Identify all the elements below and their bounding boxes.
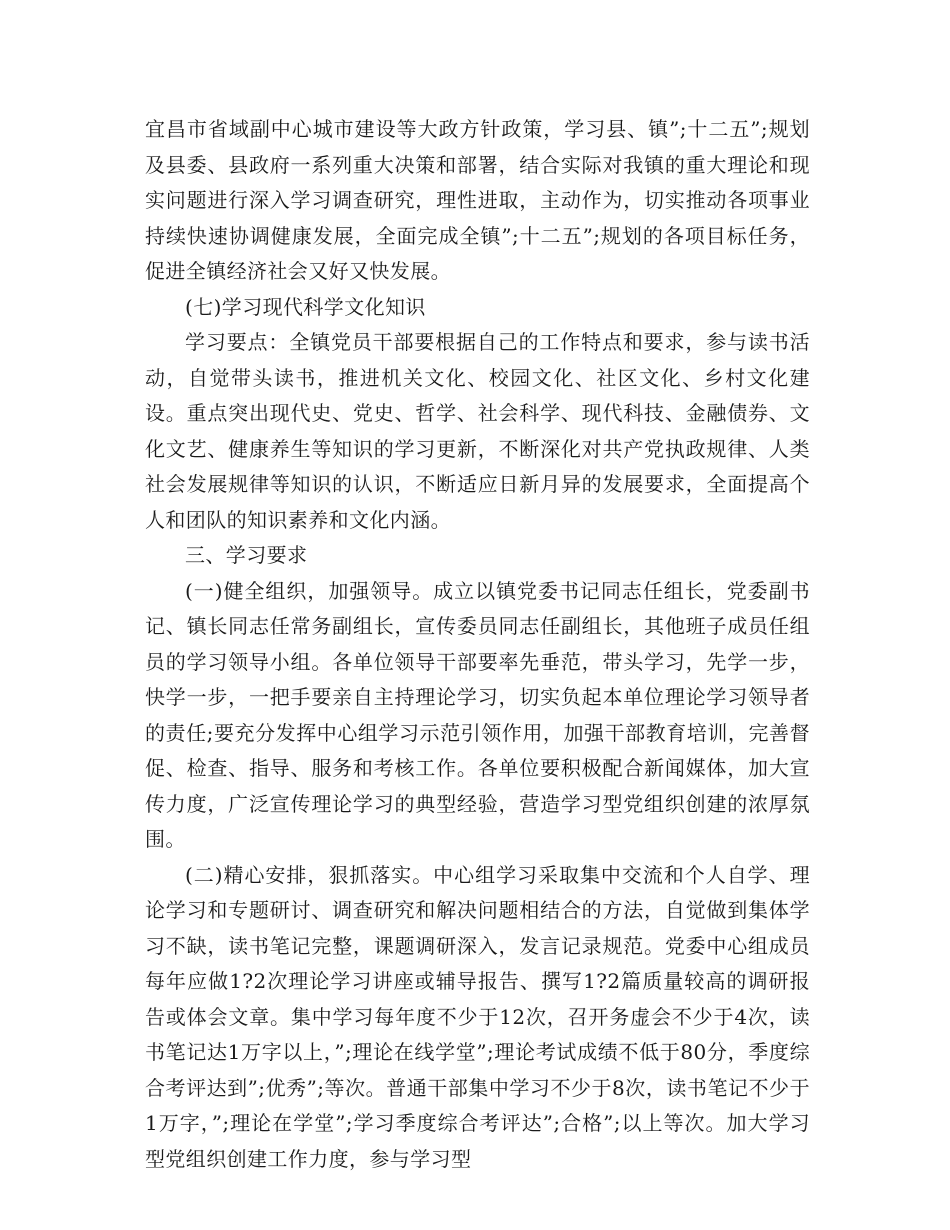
section-heading-requirements: 三、学习要求 bbox=[185, 543, 308, 567]
paragraph-arrangement: (二)精心安排，狠抓落实。中心组学习采取集中交流和个人自学、理论学习和专题研讨、调查研究和解决问题相结合的方法，自觉做到集体学习不缺，读书笔记完整，课题调研深入，发言记录规范。党委中心组成员每年应做1?2次理论学习讲座或辅导报告、撰写1?2篇质量较高的调研报告或体会文章。集中学习每年度不少于12次，召开务虚会不少于4次，读书笔记达1万字以上，”;理论在线学堂”;理论考试成绩不低于80分，季度综合考评达到”;优秀”;等次。普通干部集中学习不少于8次，读书笔记不少于1万字，”;理论在学堂”;学习季度综合考评达”;合格”;以上等次。加大学习型党组织创建工作力度，参与学习型 bbox=[145, 862, 810, 1171]
section-heading-seven: (七)学习现代科学文化知识 bbox=[185, 294, 426, 319]
paragraph-organization: (一)健全组织，加强领导。成立以镇党委书记同志任组长，党委副书记、镇长同志任常务副组长，宣传委员同志任副组长，其他班子成员任组员的学习领导小组。各单位领导干部要率先垂范，带头学习，先学一步，快学一步，一把手要亲自主持理论学习，切实负起本单位理论学习领导者的责任;要充分发挥中心组学习示范引领作用，加强干部教育培训，完善督促、检查、指导、服务和考核工作。各单位要积极配合新闻媒体，加大宣传力度，广泛宣传理论学习的典型经验，营造学习型党组织创建的浓厚氛围。 bbox=[145, 578, 810, 851]
paragraph-study-points: 学习要点：全镇党员干部要根据自己的工作特点和要求，参与读书活动，自觉带头读书，推进机关文化、校园文化、社区文化、乡村文化建设。重点突出现代史、党史、哲学、社会科学、现代科技、金融债券、文化文艺、健康养生等知识的学习更新，不断深化对共产党执政规律、人类社会发展规律等知识的认识，不断适应日新月异的发展要求，全面提高个人和团队的知识素养和文化内涵。 bbox=[145, 330, 810, 532]
paragraph-continuation: 宜昌市省域副中心城市建设等大政方针政策，学习县、镇”;十二五”;规划及县委、县政府一系列重大决策和部署，结合实际对我镇的重大理论和现实问题进行深入学习调查研究，理性进取，主动作为，切实推动各项事业持续快速协调健康发展，全面完成全镇”;十二五”;规划的各项目标任务，促进全镇经济社会又好又快发展。 bbox=[145, 117, 810, 283]
document-body bbox=[145, 112, 810, 1177]
